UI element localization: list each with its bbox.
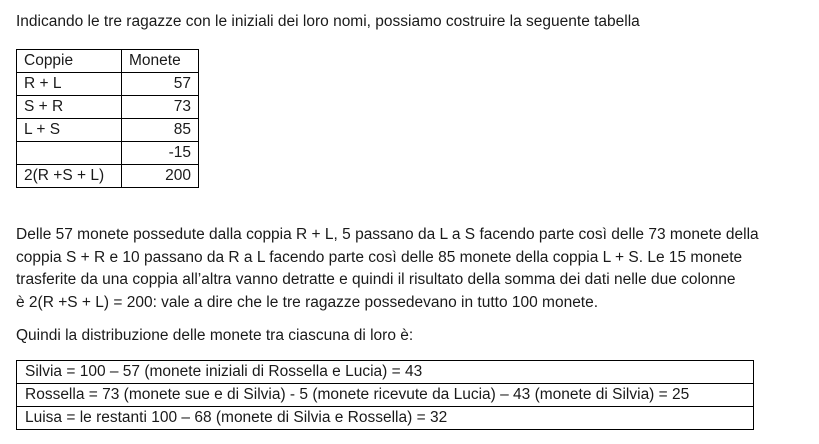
- explanation-paragraph: [16, 224, 816, 314]
- table-row: [17, 96, 199, 119]
- paragraph-line: coppia S + R e 10 passano da R a L facendo parte così delle 85 monete della coppia L + S. Le 15 monete: [16, 248, 743, 266]
- coins-cell: 200: [122, 165, 199, 188]
- coins-cell: 57: [122, 73, 199, 96]
- pair-cell: [17, 142, 122, 165]
- paragraph-line: Delle 57 monete possedute dalla coppia R + L, 5 passano da L a S facendo parte così delle 73 monete della: [16, 226, 759, 243]
- pair-cell: S + R: [17, 96, 122, 119]
- distribution-luisa: Luisa = le restanti 100 – 68 (monete di Silvia e Rossella) = 32: [17, 407, 754, 430]
- header-monete: Monete: [122, 50, 199, 73]
- table-row: [17, 407, 754, 430]
- pair-cell: R + L: [17, 73, 122, 96]
- distribution-table: [16, 360, 754, 430]
- table-row: [17, 73, 199, 96]
- table-row: [17, 142, 199, 165]
- table-row: [17, 165, 199, 188]
- pair-cell: 2(R +S + L): [17, 165, 122, 188]
- distribution-silvia: Silvia = 100 – 57 (monete iniziali di Rossella e Lucia) = 43: [17, 361, 754, 384]
- table-row: [17, 384, 754, 407]
- coins-cell: 73: [122, 96, 199, 119]
- paragraph-line: trasferite da una coppia all’altra vanno detratte e quindi il risultato della somma dei dati nelle due colonne: [16, 271, 736, 289]
- table-header-row: [17, 50, 199, 73]
- table-row: [17, 361, 754, 384]
- distribution-intro: Quindi la distribuzione delle monete tra ciascuna di loro è:: [16, 327, 414, 344]
- pairs-coins-table: [16, 49, 199, 188]
- coins-cell: 85: [122, 119, 199, 142]
- distribution-rossella: Rossella = 73 (monete sue e di Silvia) - 5 (monete ricevute da Lucia) – 43 (monete di Silvia) = 25: [17, 384, 754, 407]
- header-coppie: Coppie: [17, 50, 122, 73]
- pair-cell: L + S: [17, 119, 122, 142]
- coins-cell: -15: [122, 142, 199, 165]
- intro-text: Indicando le tre ragazze con le iniziali dei loro nomi, possiamo costruire la seguente tabella: [16, 13, 640, 30]
- paragraph-line: è 2(R +S + L) = 200: vale a dire che le tre ragazze possedevano in tutto 100 monete.: [16, 293, 599, 311]
- table-row: [17, 119, 199, 142]
